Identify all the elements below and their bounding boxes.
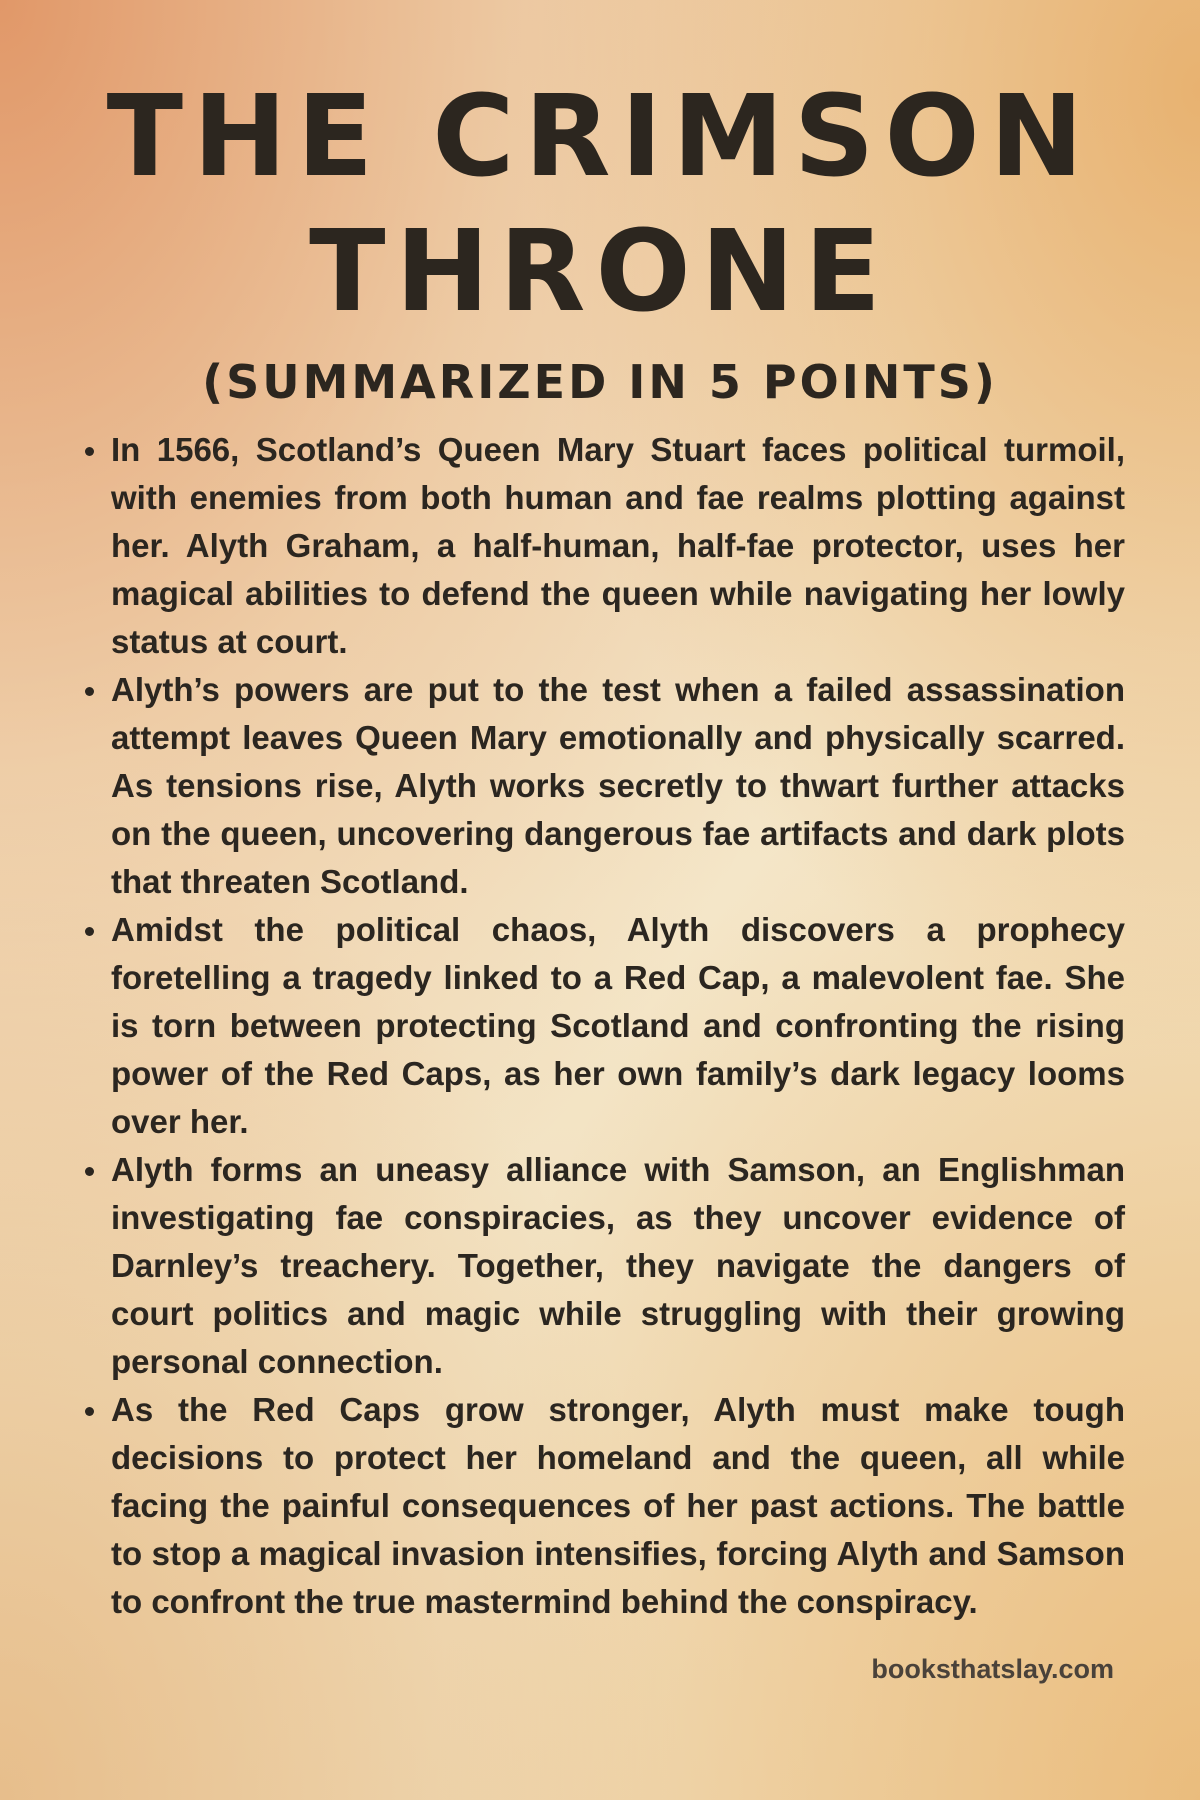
- summary-point: Alyth’s powers are put to the test when a failed assassination attempt leaves Queen Mary emotionally and physically scarred. As tensions rise, Alyth works secretly to thwart further attacks on the queen, uncovering dangerous fae artifacts and dark plots that threaten Scotland.: [111, 666, 1125, 906]
- footer-website: booksthatslay.com: [871, 1654, 1114, 1684]
- summary-point: Alyth forms an uneasy alliance with Samson, an Englishman investigating fae conspiracies, as they uncover evidence of Darnley’s treachery. Together, they navigate the dangers of court politics and magic while struggling with their growing personal connection.: [111, 1146, 1125, 1386]
- summary-point: As the Red Caps grow stronger, Alyth must make tough decisions to protect her homeland and the queen, all while facing the painful consequences of her past actions. The battle to stop a magical invasion intensifies, forcing Alyth and Samson to confront the true mastermind behind the conspiracy.: [111, 1386, 1125, 1626]
- summary-list: [111, 426, 1125, 1626]
- subtitle: (SUMMARIZED IN 5 POINTS): [202, 355, 998, 409]
- title-line-2: THRONE: [309, 207, 891, 337]
- summary-point: Amidst the political chaos, Alyth discovers a prophecy foretelling a tragedy linked to a Red Cap, a malevolent fae. She is torn between protecting Scotland and confronting the rising power of the Red Caps, as her own family’s dark legacy looms over her.: [111, 906, 1125, 1146]
- summary-point: In 1566, Scotland’s Queen Mary Stuart faces political turmoil, with enemies from both human and fae realms plotting against her. Alyth Graham, a half-human, half-fae protector, uses her magical abilities to defend the queen while navigating her lowly status at court.: [111, 426, 1125, 666]
- title-line-1: THE CRIMSON: [106, 72, 1094, 202]
